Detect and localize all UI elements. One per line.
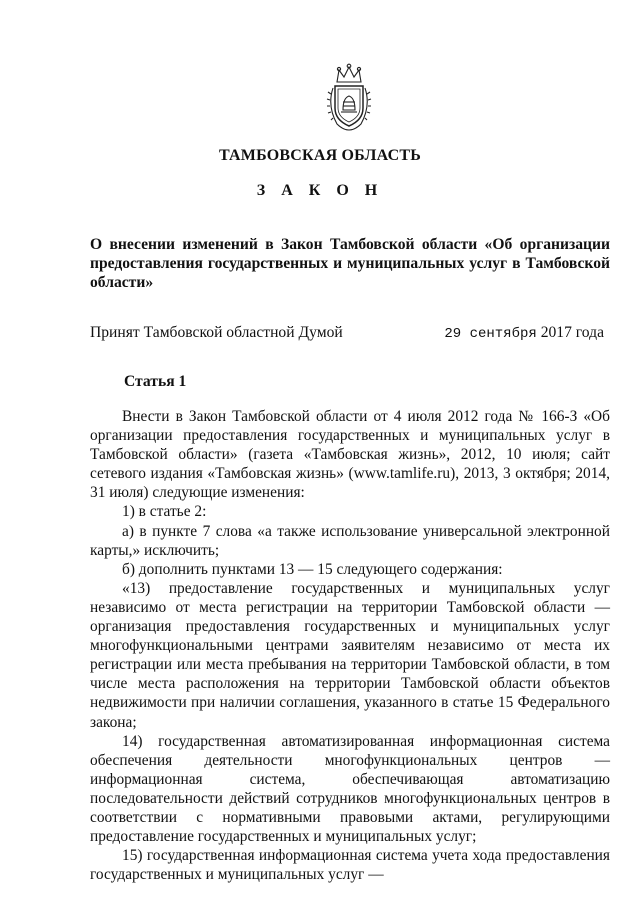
adoption-date-year: 2017 года bbox=[540, 324, 604, 341]
adoption-date bbox=[444, 323, 604, 344]
adoption-line bbox=[90, 323, 610, 342]
document-type: З А К О Н bbox=[256, 182, 384, 199]
article-body bbox=[90, 407, 610, 884]
paragraph: 15) государственная информационная система учета хода предоставления государственных и муниципальных услуг — bbox=[90, 847, 610, 884]
paragraph: а) в пункте 7 слова «а также использование универсальной электронной карты,» исключить; bbox=[90, 522, 610, 559]
law-title: О внесении изменений в Закон Тамбовской области «Об организации предоставления государственных и муниципальных услуг в Тамбовской области» bbox=[90, 236, 610, 291]
paragraph: Внести в Закон Тамбовской области от 4 июля 2012 года № 166-З «Об организации предоставления государственных и муниципальных услуг в Тамбовской области» (газета «Тамбовская жизнь», 2012, 10 июля; сайт сетевого издания «Тамбовская жизнь» (www.tamlife.ru), 2013, 3 октября; 2014, 31 июля) следующие изменения: bbox=[90, 408, 610, 502]
paragraph: б) дополнить пунктами 13 — 15 следующего содержания: bbox=[122, 560, 503, 578]
coat-of-arms-icon bbox=[323, 62, 375, 134]
article-heading: Статья 1 bbox=[124, 373, 187, 390]
paragraph: «13) предоставление государственных и муниципальных услуг независимо от места регистрации на территории Тамбовской области — организация предоставления государственных и муниципальных услуг многофункциональными центрами заявителям независимо от места их регистрации или места пребывания на территории Тамбовской области, в том числе места расположения на территории Тамбовской области объектов недвижимости при наличии соглашения, указанного в статье 15 Федерального закона; bbox=[90, 579, 610, 731]
coat-of-arms-icon-graphic bbox=[323, 62, 375, 134]
adoption-date-day-month: 29 сентября bbox=[444, 326, 537, 342]
region-name: ТАМБОВСКАЯ ОБЛАСТЬ bbox=[218, 147, 422, 164]
paragraph: 14) государственная автоматизированная информационная система обеспечения деятельности многофункциональных центров — информационная система, обеспечивающая автоматизацию последовательности действий сотрудников многофункциональных центров в соответствии с нормативными правовыми актами, регулирующими предоставление государственных и муниципальных услуг; bbox=[90, 732, 610, 846]
paragraph: 1) в статье 2: bbox=[122, 503, 207, 521]
adopted-by: Принят Тамбовской областной Думой bbox=[90, 324, 343, 341]
